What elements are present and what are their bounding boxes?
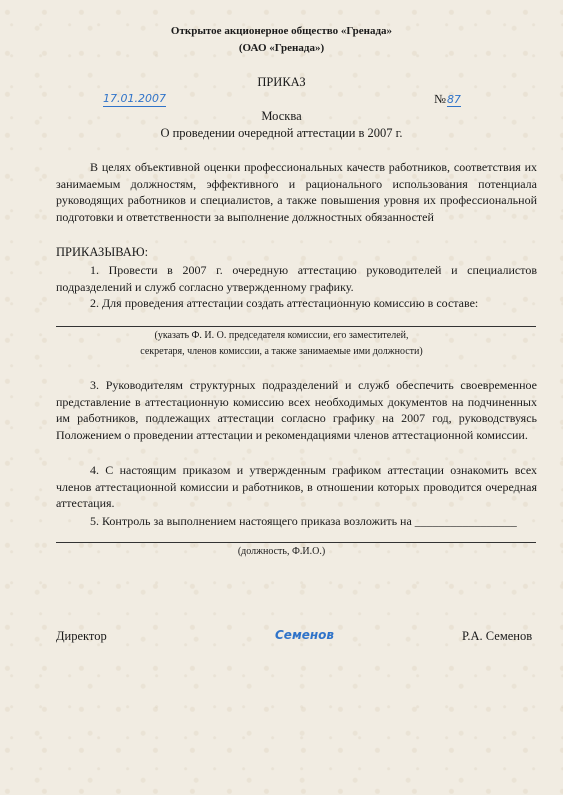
item-5: 5. Контроль за выполнением настоящего приказа возложить на _________________: [90, 514, 517, 528]
order-number: [434, 92, 461, 107]
number-value: 87: [446, 93, 461, 106]
order-subject: О проведении очередной аттестации в 2007 г.: [160, 126, 403, 140]
note-responsible: (должность, Ф.И.О.): [237, 546, 326, 557]
signature-position: Директор: [56, 629, 107, 643]
note-commission-line2: секретаря, членов комиссии, а также занимаемые ими должности): [140, 346, 423, 357]
note-commission-line1: (указать Ф. И. О. председателя комиссии, его заместителей,: [154, 330, 409, 341]
city: Москва: [261, 109, 302, 123]
item-2: 2. Для проведения аттестации создать аттестационную комиссию в составе:: [90, 296, 479, 310]
order-date: 17.01.2007: [103, 92, 166, 105]
document-title: ПРИКАЗ: [257, 75, 306, 89]
decree-word: ПРИКАЗЫВАЮ:: [56, 245, 149, 259]
item-3: 3. Руководителям структурных подразделений и служб обеспечить своевременное представление в аттестационную комиссию всех необходимых документов на подчиненных им работников, подлежащих аттестации согласно графику на 2007 год, руководствуясь Положением о проведении аттестации и рекомендациями членов аттестационной комиссии.: [56, 378, 537, 442]
blank-line-commission: [56, 326, 536, 327]
signatory-name: Р.А. Семенов: [462, 629, 533, 643]
item-4: 4. С настоящим приказом и утвержденным графиком аттестации ознакомить всех членов аттестационной комиссии и работников, в отношении которых проводится очередная аттестация.: [56, 463, 537, 511]
number-prefix: №: [434, 92, 446, 106]
item-1: 1. Провести в 2007 г. очередную аттестацию руководителей и специалистов подразделений и служб согласно утвержденному графику.: [56, 263, 537, 294]
org-full-name: Открытое акционерное общество «Гренада»: [170, 25, 393, 37]
handwritten-signature: Семенов: [275, 628, 335, 642]
intro-paragraph: В целях объективной оценки профессиональных качеств работников, соответствия их занимаемым должностям, эффективного и рационального использования потенциала руководящих работников и специалистов, а также повышения уровня их профессиональной подготовки и ответственности за выполнение должностных обязанностей: [56, 160, 537, 224]
org-short-name: (ОАО «Гренада»): [238, 42, 325, 54]
blank-line-responsible: [56, 542, 536, 543]
